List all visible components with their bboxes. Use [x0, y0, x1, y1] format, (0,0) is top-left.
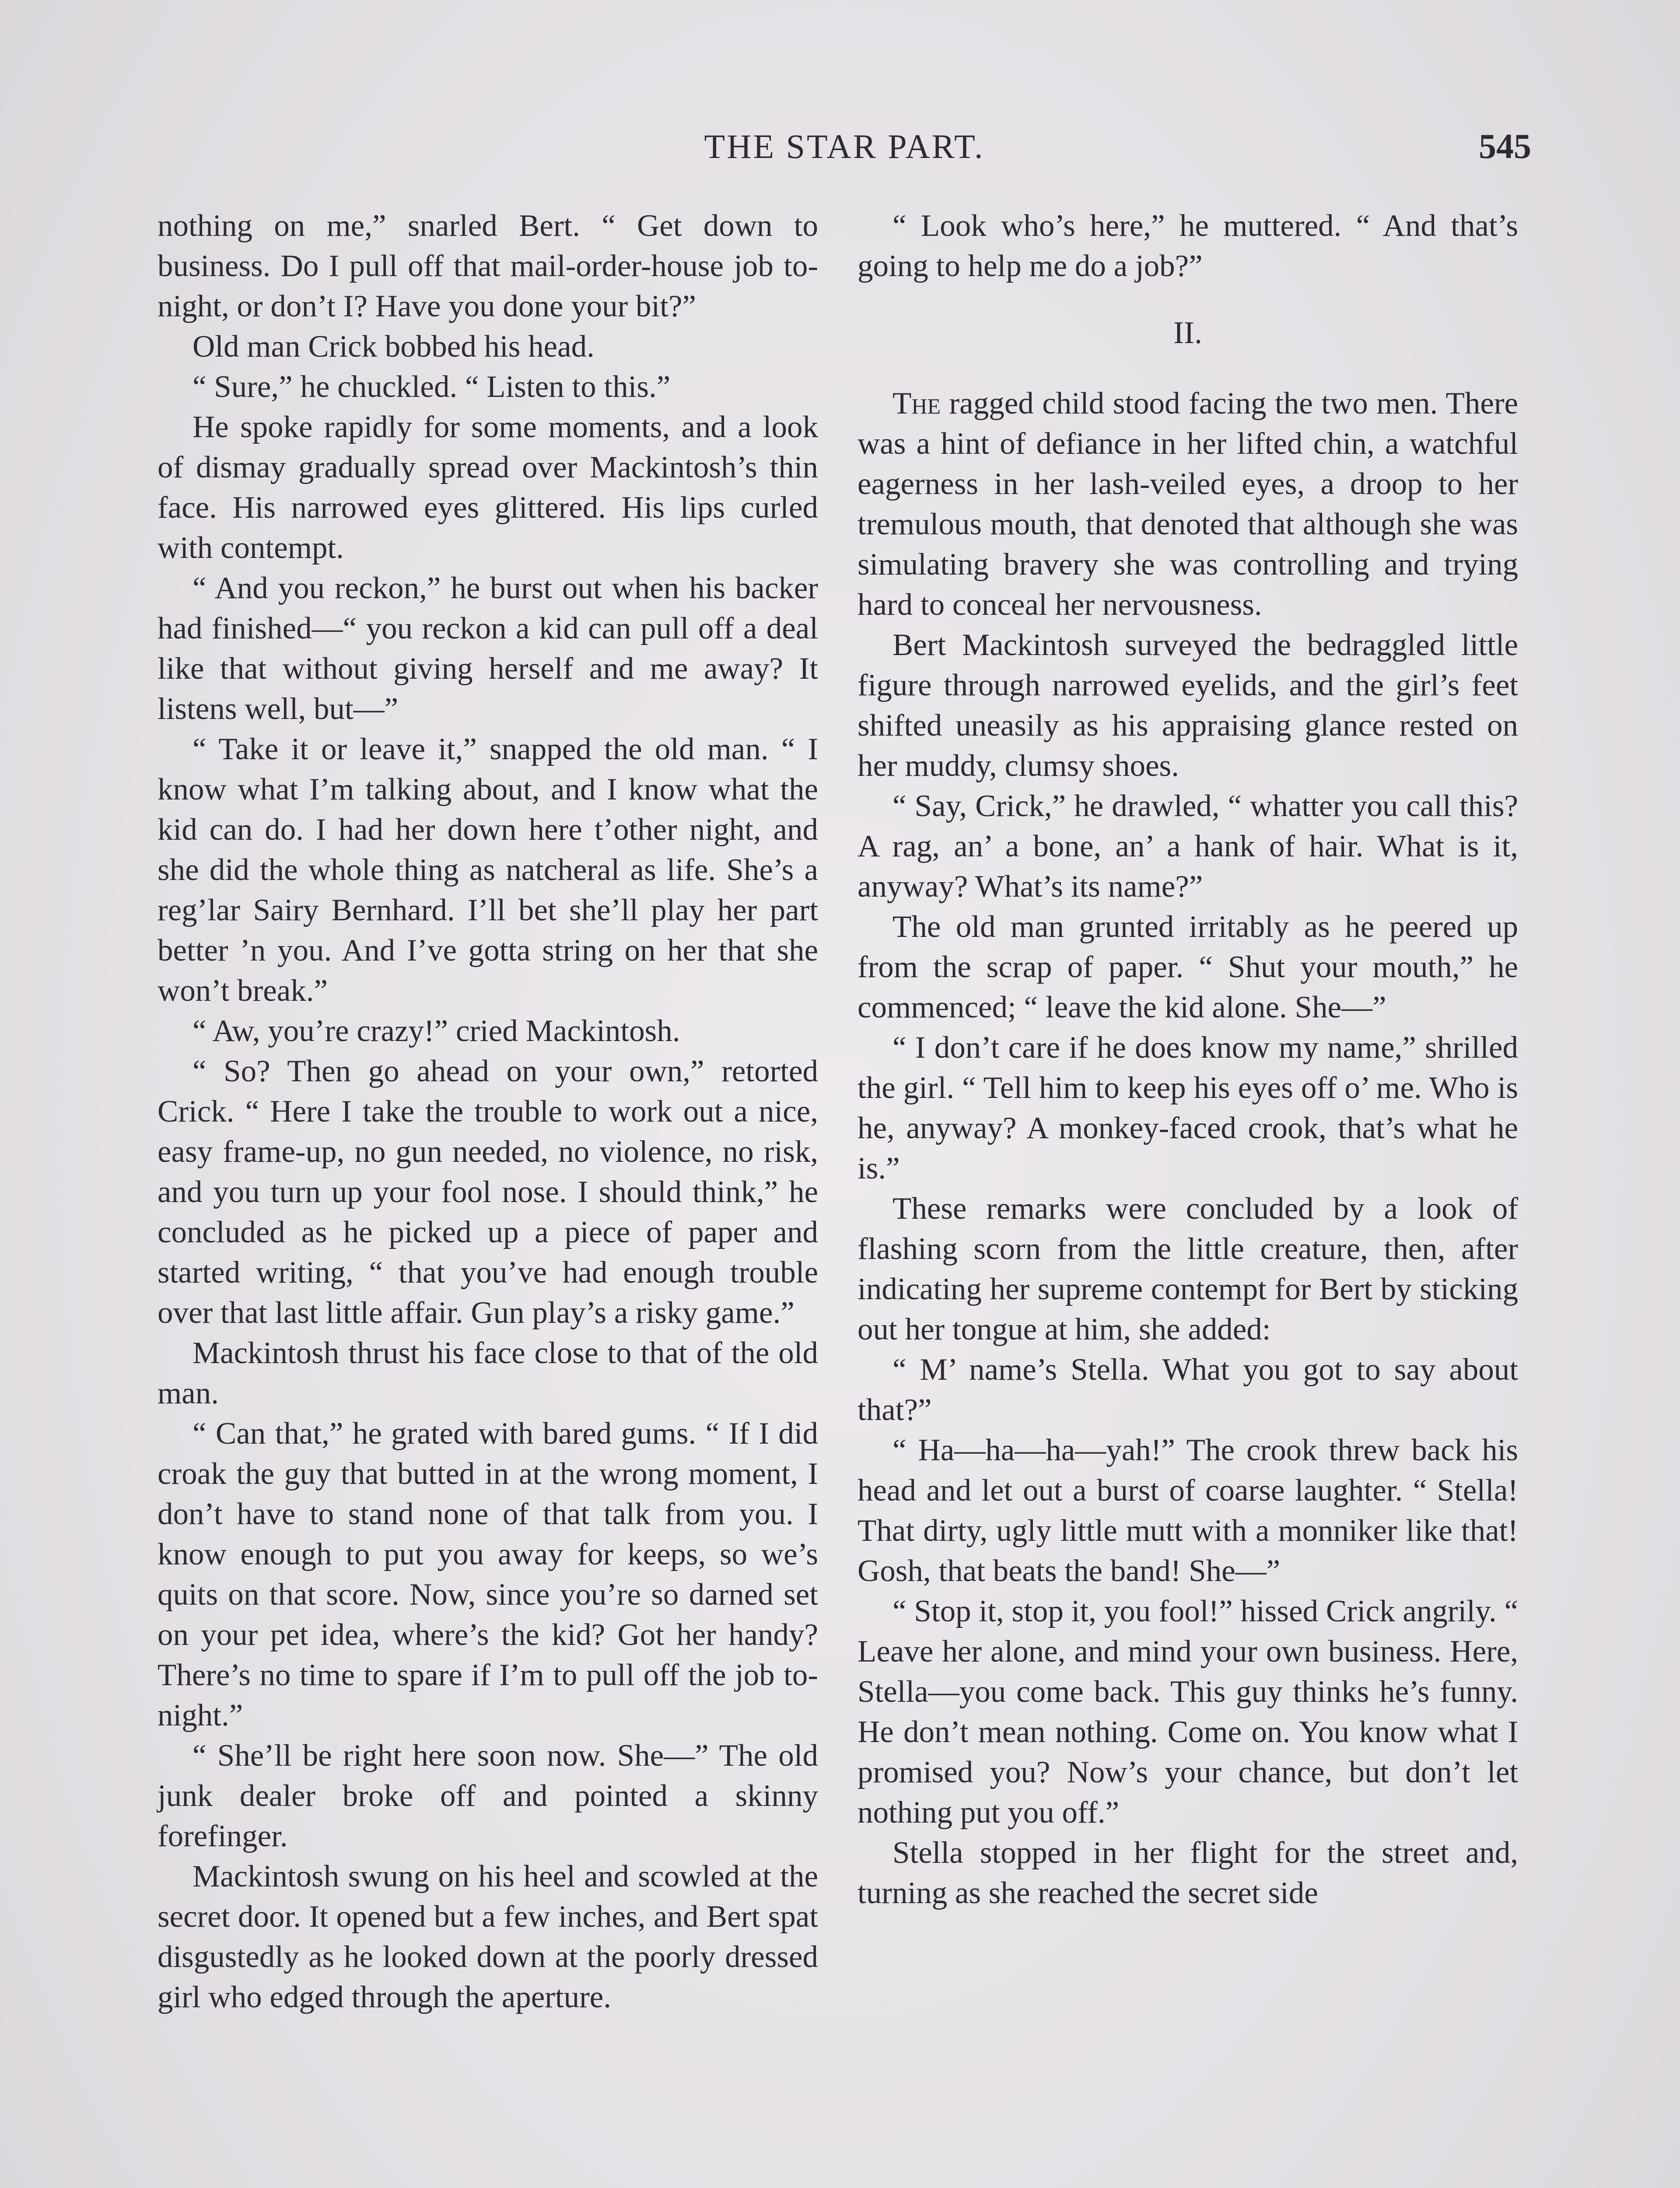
paragraph: “ I don’t care if he does know my name,” shrilled the girl. “ Tell him to keep his eyes off o’ me. Who is he, anyway? A monkey-faced crook, that’s what he is.” — [858, 1031, 1518, 1185]
paragraph: Mackintosh thrust his face close to that of the old man. — [158, 1336, 818, 1410]
paragraph: “ Stop it, stop it, you fool!” hissed Crick angrily. “ Leave her alone, and mind your own business. Here, Stella—you come back. This guy thinks he’s funny. He don’t mean nothing. Come on. You know what I promised you? Now’s your chance, but don’t let nothing put you off.” — [858, 1594, 1518, 1830]
page-number: 545 — [1479, 127, 1531, 166]
paragraph: “ Aw, you’re crazy!” cried Mackintosh. — [192, 1014, 680, 1048]
paragraph: “ Ha—ha—ha—yah!” The crook threw back his head and let out a burst of coarse laughter. “ Stella! That dirty, ugly little mutt with a monniker like that! Gosh, that beats the band! She—” — [858, 1433, 1518, 1588]
paragraph: “ And you reckon,” he burst out when his backer had finished—“ you reckon a kid can pull off a deal like that without giving herself and me away? It listens well, but—” — [158, 571, 818, 726]
paragraph: “ Look who’s here,” he muttered. “ And that’s going to help me do a job?” — [858, 209, 1518, 283]
paragraph: “ Can that,” he grated with bared gums. “ If I did croak the guy that butted in at the wrong moment, I don’t have to stand none of that talk from you. I know enough to put you away for keeps, so we’s quits on that score. Now, since you’re so darned set on your pet idea, where’s the kid? Got her handy? There’s no time to spare if I’m to pull off the job to-night.” — [158, 1417, 818, 1732]
paragraph: Mackintosh swung on his heel and scowled at the secret door. It opened but a few inches, and Bert spat disgustedly as he looked down at the poorly dressed girl who edged through the aperture. — [158, 1859, 818, 2014]
left-column — [158, 206, 818, 2017]
paragraph: “ M’ name’s Stella. What you got to say about that?” — [858, 1353, 1518, 1427]
running-title: THE STAR PART. — [704, 127, 985, 165]
paragraph: Stella stopped in her flight for the street and, turning as she reached the secret side — [858, 1836, 1518, 1910]
section-heading: II. — [1173, 315, 1202, 350]
paragraph: These remarks were concluded by a look of flashing scorn from the little creature, then, after indicating her supreme contempt for Bert by sticking out her tongue at him, she added: — [858, 1192, 1518, 1346]
paragraph — [858, 383, 1518, 625]
drop-word: The — [892, 386, 941, 421]
paragraph: Old man Crick bobbed his head. — [192, 330, 595, 364]
paragraph: Bert Mackintosh surveyed the bedraggled little figure through narrowed eyelids, and the girl’s feet shifted uneasily as his appraising glance rested on her muddy, clumsy shoes. — [858, 628, 1518, 783]
right-column — [858, 206, 1518, 1913]
paragraph: nothing on me,” snarled Bert. “ Get down to business. Do I pull off that mail-order-house job to-night, or don’t I? Have you done your bit?” — [158, 209, 818, 323]
paragraph-text: ragged child stood facing the two men. There was a hint of defiance in her lifted chin, a watchful eagerness in her lash-veiled eyes, a droop to her tremulous mouth, that denoted that although she was simulating bravery she was controlling and trying hard to conceal her nervousness. — [858, 386, 1518, 622]
paragraph: “ Take it or leave it,” snapped the old man. “ I know what I’m talking about, and I know what the kid can do. I had her down here t’other night, and she did the whole thing as natcheral as life. She’s a reg’lar Sairy Bernhard. I’ll bet she’ll play her part better ’n you. And I’ve gotta string on her that she won’t break.” — [158, 732, 818, 1008]
paragraph: “ Say, Crick,” he drawled, “ whatter you call this? A rag, an’ a bone, an’ a hank of hair. What is it, anyway? What’s its name?” — [858, 789, 1518, 904]
page-header — [158, 127, 1531, 179]
paragraph: “ So? Then go ahead on your own,” retorted Crick. “ Here I take the trouble to work out a nice, easy frame-up, no gun needed, no violence, no risk, and you turn up your fool nose. I should think,” he concluded as he picked up a piece of paper and started writing, “ that you’ve had enough trouble over that last little affair. Gun play’s a risky game.” — [158, 1054, 818, 1330]
paragraph: The old man grunted irritably as he peered up from the scrap of paper. “ Shut your mouth,” he commenced; “ leave the kid alone. She—” — [858, 910, 1518, 1024]
paragraph: “ She’ll be right here soon now. She—” The old junk dealer broke off and pointed a skinny forefinger. — [158, 1739, 818, 1853]
paragraph: “ Sure,” he chuckled. “ Listen to this.” — [192, 370, 671, 404]
paragraph: He spoke rapidly for some moments, and a look of dismay gradually spread over Mackintosh’s thin face. His narrowed eyes glittered. His lips curled with contempt. — [158, 410, 818, 565]
